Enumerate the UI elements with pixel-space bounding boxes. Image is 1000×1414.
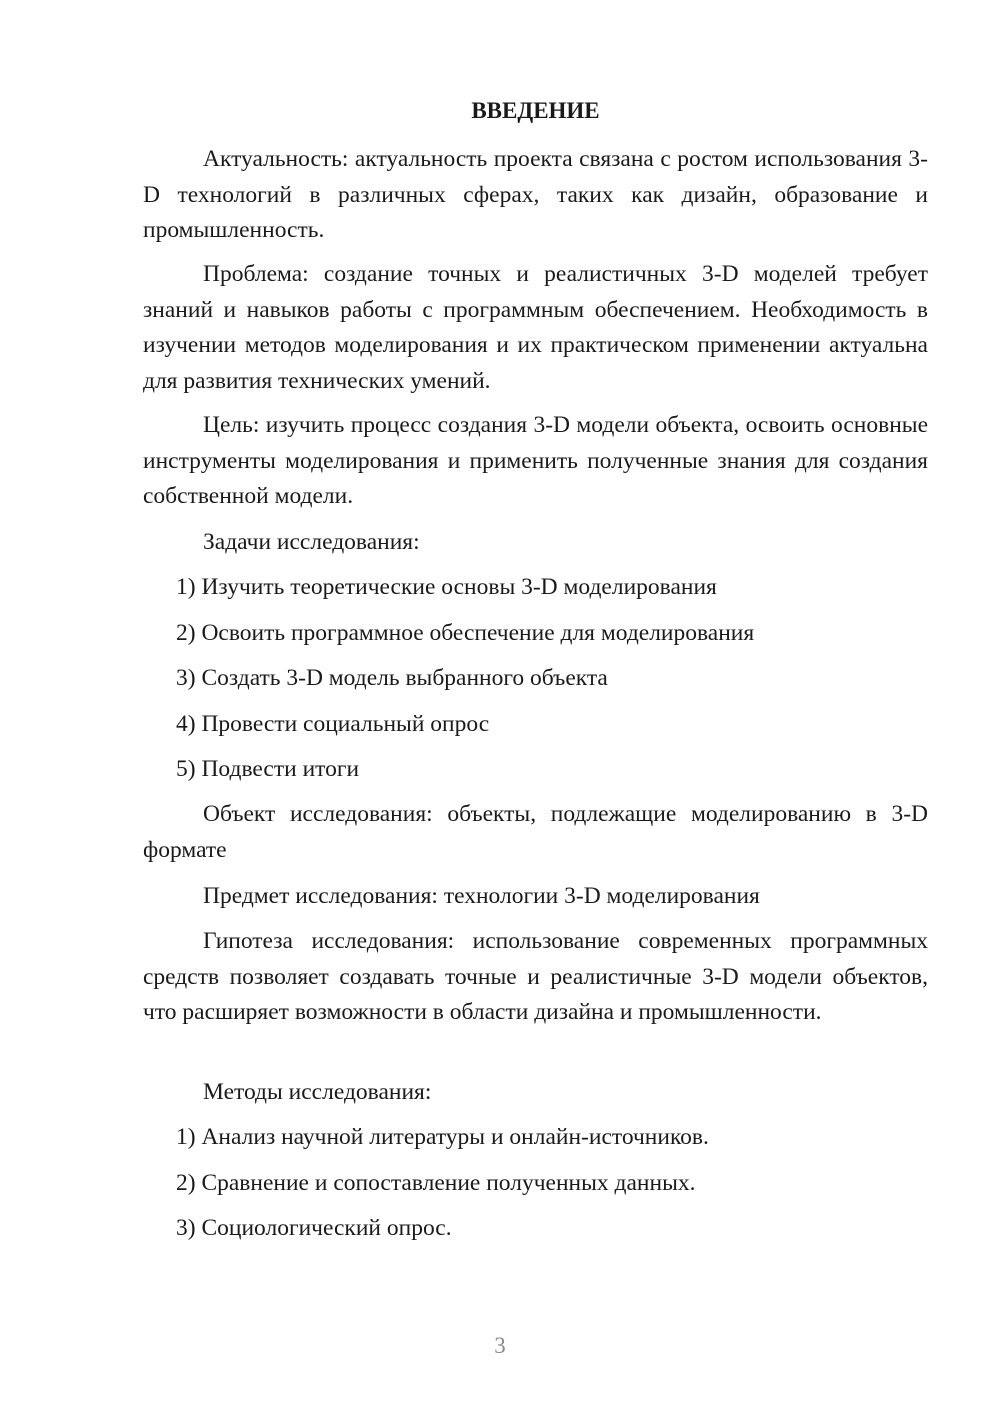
task-item-2: 2) Освоить программное обеспечение для моделирования [176, 620, 755, 646]
relevance-paragraph: Актуальность: актуальность проекта связана с ростом использования 3-D технологий в различных сферах, таких как дизайн, образование и промышленность. [143, 146, 928, 243]
task-item-3: 3) Создать 3-D модель выбранного объекта [176, 665, 608, 691]
page-title: ВВЕДЕНИЕ [471, 98, 600, 123]
task-item-1: 1) Изучить теоретические основы 3-D моделирования [176, 574, 717, 600]
method-item-1: 1) Анализ научной литературы и онлайн-источников. [176, 1124, 709, 1150]
method-item-3: 3) Социологический опрос. [176, 1215, 452, 1241]
task-item-5: 5) Подвести итоги [176, 756, 360, 782]
object-paragraph: Объект исследования: объекты, подлежащие моделированию в 3-D формате [143, 801, 928, 863]
problem-paragraph: Проблема: создание точных и реалистичных 3-D моделей требует знаний и навыков работы с программным обеспечением. Необходимость в изучении методов моделирования и их практическом применении актуальна для развития технических умений. [143, 261, 928, 394]
goal-paragraph: Цель: изучить процесс создания 3-D модели объекта, освоить основные инструменты моделирования и применить полученные знания для создания собственной модели. [143, 412, 928, 509]
method-item-2: 2) Сравнение и сопоставление полученных данных. [176, 1170, 696, 1196]
subject-paragraph: Предмет исследования: технологии 3-D моделирования [203, 883, 760, 909]
task-item-4: 4) Провести социальный опрос [176, 711, 490, 737]
hypothesis-paragraph: Гипотеза исследования: использование современных программных средств позволяет создавать точные и реалистичные 3-D модели объектов, что расширяет возможности в области дизайна и промышленности. [143, 928, 928, 1025]
page-number: 3 [494, 1333, 506, 1358]
tasks-heading: Задачи исследования: [203, 529, 420, 555]
methods-heading: Методы исследования: [203, 1079, 432, 1105]
